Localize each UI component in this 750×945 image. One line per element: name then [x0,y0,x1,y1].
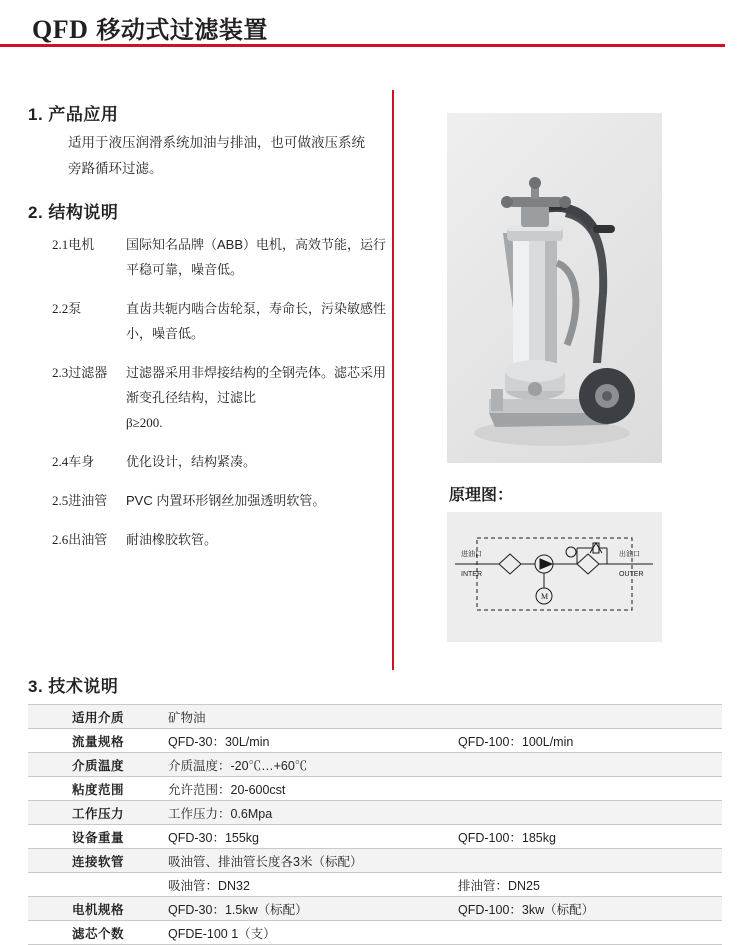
row-label: 电机规格 [28,897,168,921]
row-value-2: QFD-100：100L/min [458,729,722,753]
hydraulic-schematic [447,512,662,642]
product-code: QFD [32,15,89,44]
header-rule [0,44,725,47]
table-row [28,897,722,921]
row-value-2 [458,849,722,873]
item-no: 2.2 [52,301,69,316]
structure-list [52,232,392,566]
row-label [28,873,168,897]
table-row [28,921,722,945]
filter-ratio-formula: β≥200. [126,415,163,430]
section-3-heading: 3. 技术说明 [28,677,119,696]
row-value-2: 排油管：DN25 [458,873,722,897]
list-item [52,527,392,552]
list-item-text: 优化设计，结构紧凑。 [126,454,257,469]
item-name: 电机 [68,237,95,252]
row-label: 连接软管 [28,849,168,873]
list-item-number [52,360,126,435]
item-name: 泵 [68,301,82,316]
row-label: 滤芯个数 [28,921,168,945]
list-item [52,360,392,435]
table-row [28,705,722,729]
row-label: 粘度范围 [28,777,168,801]
item-name: 过滤器 [68,365,108,380]
row-value-1: 吸油管、排油管长度各3米（标配） [168,849,458,873]
table-row [28,753,722,777]
row-value-1: QFD-30：30L/min [168,729,458,753]
row-value-2: QFD-100：3kw（标配） [458,897,722,921]
item-no: 2.4 [52,454,69,469]
section-1-heading: 1. 产品应用 [28,105,119,124]
row-value-2 [458,777,722,801]
table-row [28,729,722,753]
document-header [32,10,722,45]
row-label: 工作压力 [28,801,168,825]
table-row [28,825,722,849]
list-item-text: 直齿共轭内啮合齿轮泵，寿命长，污染敏感性小，噪音低。 [126,301,387,341]
item-name: 进油管 [68,493,108,508]
row-value-1: QFD-30：1.5kw（标配） [168,897,458,921]
row-value-2 [458,921,722,945]
row-value-1: 工作压力：0.6Mpa [168,801,458,825]
row-value-2 [458,801,722,825]
list-item-number [52,232,126,282]
row-value-2 [458,705,722,729]
list-item-text-main: 过滤器采用非焊接结构的全钢壳体。滤芯采用渐变孔径结构，过滤比 [126,365,387,405]
row-value-2 [458,753,722,777]
list-item [52,449,392,474]
principle-diagram [447,512,662,642]
row-value-1: 允许范围：20-600cst [168,777,458,801]
row-label: 流量规格 [28,729,168,753]
item-no: 2.6 [52,532,69,547]
table-row [28,777,722,801]
item-name: 出油管 [68,532,108,547]
row-value-1: 吸油管：DN32 [168,873,458,897]
list-item-number [52,296,126,346]
page-title [32,10,722,45]
table-row [28,873,722,897]
row-value-1: QFD-30：155kg [168,825,458,849]
product-photo [447,113,662,463]
row-label: 设备重量 [28,825,168,849]
list-item-text: 耐油橡胶软管。 [126,532,218,547]
diagram-label: 原理图： [449,487,514,504]
section-1-body: 适用于液压润滑系统加油与排油，也可做液压系统旁路循环过滤。 [68,135,365,176]
row-value-1: 介质温度：-20℃…+60℃ [168,753,458,777]
row-value-1: 矿物油 [168,705,458,729]
list-item [52,488,392,513]
list-item [52,232,392,282]
list-item-text: PVC 内置环形钢丝加强透明软管。 [126,493,326,508]
table-row [28,849,722,873]
list-item-number [52,527,126,552]
filter-cart-illustration [447,113,662,463]
list-item-number [52,488,126,513]
table-row [28,801,722,825]
outlet-label-en: OUTER [619,571,644,578]
list-item-number [52,449,126,474]
row-label: 适用介质 [28,705,168,729]
vertical-divider [392,90,394,670]
item-no: 2.3 [52,365,69,380]
list-item-text [126,360,392,435]
item-no: 2.1 [52,237,69,252]
spec-table-wrapper [28,704,722,945]
list-item [52,296,392,346]
row-value-1: QFDE-100 1（支） [168,921,458,945]
item-name: 车身 [68,454,95,469]
item-no: 2.5 [52,493,69,508]
inlet-label-en: INTER [461,571,482,578]
row-value-2: QFD-100：185kg [458,825,722,849]
product-title: 移动式过滤装置 [96,17,268,44]
row-label: 介质温度 [28,753,168,777]
section-2-heading: 2. 结构说明 [28,203,119,222]
inlet-label-cn: 进油口 [461,551,482,558]
motor-label: M [541,592,549,601]
outlet-label-cn: 出油口 [619,551,640,558]
list-item-text: 国际知名品牌（ABB）电机，高效节能，运行平稳可靠，噪音低。 [126,237,387,277]
spec-table [28,704,722,945]
